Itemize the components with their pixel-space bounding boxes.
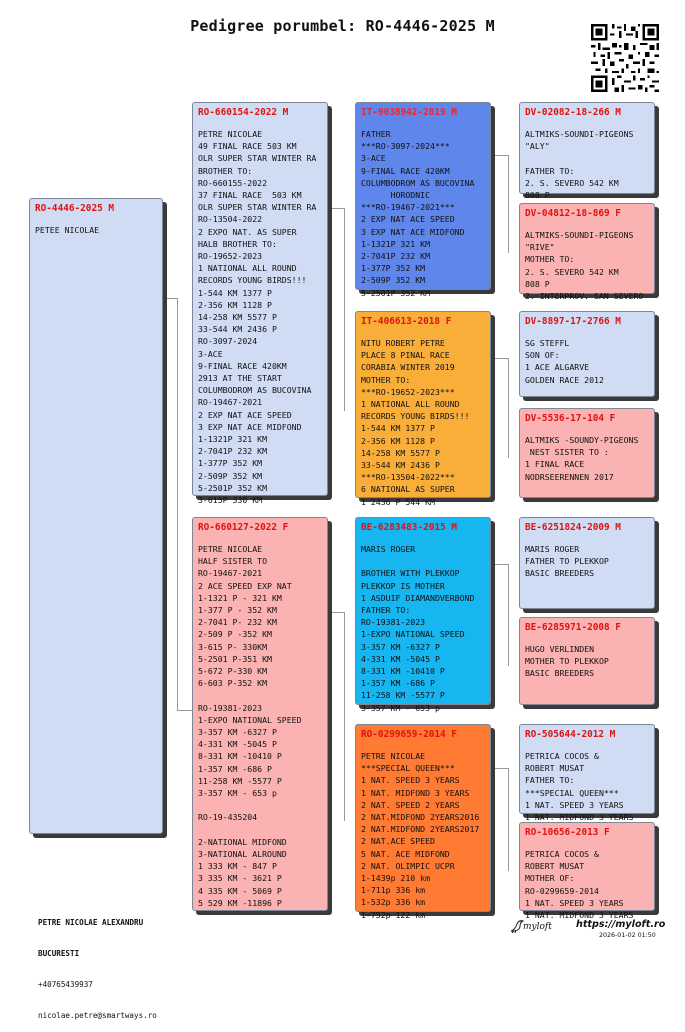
pigeon-notes: ALTMIKS -SOUNDY-PIGEONS NEST SISTER TO : 1 FINAL RACE NODRSEERENNEN 2017 (525, 435, 639, 482)
connector-line (508, 358, 509, 458)
pigeon-notes: ALTMIKS-SOUNDI-PIGEONS "ALY" FATHER TO: 2. S. SEVERO 542 KM 808 P (525, 129, 634, 201)
great-grandparent-card[interactable] (519, 724, 655, 823)
owner-name: PETRE NICOLAE ALEXANDRU (38, 917, 144, 927)
pigeon-notes: FATHER ***RO-3097-2024*** 3-ACE 9-FINAL RACE 420KM COLUMBODROM AS BUCOVINA HORODNIC ***RO-19467-2021*** 2 EXP NAT ACE SPEED 3 EXP NAT ACE MIDFOND 1-1321P 321 KM 2-7041P 232 KM 1-377P 352 KM 2-509P 352 KM 5-2501P 352 KM (361, 129, 475, 298)
connector-line (491, 155, 508, 156)
connector-line (344, 612, 345, 821)
pigeon-notes: ALTMIKS-SOUNDI-PIGEONS "RIVE" MOTHER TO: 2. S. SEVERO 542 KM 808 P 2. INTERPROV. SAN SEVERO (525, 230, 644, 302)
owner-email[interactable]: nicolae.petre@smartways.ro (38, 1011, 157, 1021)
generated-timestamp: 2026-01-02 01:50 (599, 932, 656, 939)
pigeon-notes: NITU ROBERT PETRE PLACE 8 PINAL RACE CORABIA WINTER 2019 MOTHER TO: ***RO-19652-2023*** 1 NATIONAL ALL ROUND RECORDS YOUNG BIRDS!!! 1-544 KM 1377 P 2-356 KM 1128 P 14-258 KM 5577 P 33-544 KM 2436 P ***RO-13504-2022*** 6 NATIONAL AS SUPER 1 2436 P 544 KM (361, 338, 470, 507)
ring-number: RO-660154-2022 M (198, 107, 289, 118)
sire-card[interactable] (192, 102, 328, 506)
pigeon-notes: SG STEFFL SON OF: 1 ACE ALGARVE GOLDEN RACE 2012 (525, 338, 604, 385)
pigeon-notes: PETRE NICOLAE HALF SISTER TO RO-19467-2021 2 ACE SPEED EXP NAT 1-1321 P - 321 KM 1-377 P - 352 KM 2-7041 P- 232 KM 2-509 P -352 KM 3-615 P- 330KM 5-2501 P-351 KM 5-672 P-330 KM 6-603 P-352 KM RO-19381-2023 1-EXPO NATIONAL SPEED 3-357 KM -6327 P 4-331 KM -5045 P 8-331 KM -10410 P 1-357 KM -686 P 11-258 KM -5577 P 3-357 KM - 653 p RO-19-435204 2-NATIONAL MIDFOND 3-NATIONAL ALROUND 1 333 KM - 847 P 3 335 KM - 3621 P 4 335 KM - 5069 P 5 529 KM -11896 P (198, 544, 302, 908)
ring-number: DV-02082-18-266 M (525, 107, 621, 118)
ring-number: DV-8897-17-2766 M (525, 316, 621, 327)
connector-line (328, 612, 344, 613)
ring-number: IT-406613-2018 F (361, 316, 452, 327)
connector-line (508, 155, 509, 253)
great-grandparent-card[interactable] (519, 311, 655, 397)
ring-number: IT-9038942-2019 M (361, 107, 457, 118)
connector-line (177, 298, 178, 710)
great-grandparent-card[interactable] (519, 517, 655, 609)
connector-line (328, 208, 344, 209)
pigeon-notes: PETEE NICOLAE (35, 225, 100, 235)
grandsire-paternal-card[interactable] (355, 102, 491, 298)
connector-line (491, 564, 508, 565)
ring-number: BE-6251824-2009 M (525, 522, 621, 533)
ring-number: RO-505644-2012 M (525, 729, 616, 740)
ring-number: BE-6285971-2008 F (525, 622, 621, 633)
dam-card[interactable] (192, 517, 328, 911)
qr-code (591, 24, 659, 92)
connector-line (491, 768, 508, 769)
ring-number: DV-5536-17-104 F (525, 413, 616, 424)
ring-number: RO-0299659-2014 F (361, 729, 457, 740)
logo-text: myloft (523, 922, 552, 932)
ring-number: RO-10656-2013 F (525, 827, 610, 838)
great-grandparent-card[interactable] (519, 203, 655, 302)
ring-number: BE-6283483-2015 M (361, 522, 457, 533)
connector-line (508, 768, 509, 871)
pigeon-notes: MARIS ROGER FATHER TO PLEKKOP BASIC BREEDERS (525, 544, 609, 579)
owner-city: BUCURESTI (38, 949, 80, 959)
website-link[interactable]: https://myloft.ro (576, 919, 666, 930)
great-grandparent-card[interactable] (519, 102, 655, 201)
pigeon-notes: PETRICA COCOS & ROBERT MUSAT MOTHER OF: RO-0299659-2014 1 NAT. SPEED 3 YEARS 1 NAT. MIDFOND 3 YEARS (525, 849, 634, 921)
pigeon-notes: MARIS ROGER BROTHER WITH PLEKKOP PLEKKOP IS MOTHER 1 ASDUIF DIAMANDVERBOND FATHER TO: RO-19381-2023 1-EXPO NATIONAL SPEED 3-357 KM -6327 P 4-331 KM -5045 P 8-331 KM -10410 P 1-357 KM -686 P 11-258 KM -5577 P 3-357 KM - 653 p (361, 544, 475, 713)
pigeon-notes: PETRE NICOLAE ***SPECIAL QUEEN*** 1 NAT. SPEED 3 YEARS 1 NAT. MIDFOND 3 YEARS 2 NAT. SPEED 2 YEARS 2 NAT.MIDFOND 2YEARS2016 2 NAT.MIDFOND 2YEARS2017 2 NAT.ACE SPEED 5 NAT. ACE MIDFOND 2 NAT. OLIMPIC UCPR 1-1439p 210 km 1-711p 336 km 1-532p 336 km 1-752p 122 km (361, 751, 480, 920)
ring-number: RO-4446-2025 M (35, 203, 115, 214)
grandsire-maternal-card[interactable] (355, 517, 491, 713)
pigeon-notes: PETRICA COCOS & ROBERT MUSAT FATHER TO: ***SPECIAL QUEEN*** 1 NAT. SPEED 3 YEARS 1 NAT. MIDFOND 3 YEARS (525, 751, 634, 823)
great-grandparent-card[interactable] (519, 408, 655, 498)
subject-pigeon-card[interactable] (29, 198, 163, 834)
page-title: Pedigree porumbel: RO-4446-2025 M (190, 17, 495, 35)
owner-phone: +40765439937 (38, 980, 93, 990)
ring-number: DV-04812-18-869 F (525, 208, 621, 219)
connector-line (163, 298, 177, 299)
great-grandparent-card[interactable] (519, 617, 655, 705)
connector-line (177, 710, 192, 711)
pigeon-notes: HUGO VERLINDEN MOTHER TO PLEKKOP BASIC BREEDERS (525, 644, 609, 679)
connector-line (344, 208, 345, 411)
ring-number: RO-660127-2022 F (198, 522, 289, 533)
owner-info (38, 897, 157, 1032)
brand-footer (509, 916, 666, 946)
granddam-maternal-card[interactable] (355, 724, 491, 920)
connector-line (508, 564, 509, 666)
connector-line (491, 358, 508, 359)
pigeon-notes: PETRE NICOLAE 49 FINAL RACE 503 KM OLR SUPER STAR WINTER RA BROTHER TO: RO-660155-2022 37 FINAL RACE 503 KM OLR SUPER STAR WINTER RA RO-13504-2022 2 EXPO NAT. AS SUPER HALB BROTHER TO: RO-19652-2023 1 NATIONAL ALL ROUND RECORDS YOUNG BIRDS!!! 1-544 KM 1377 P 2-356 KM 1128 P 14-258 KM 5577 P 33-544 KM 2436 P RO-3097-2024 3-ACE 9-FINAL RACE 420KM 2913 AT THE START COLUMBODROM AS BUCOVINA RO-19467-2021 2 EXP NAT ACE SPEED 3 EXP NAT ACE MIDFOND 1-1321P 321 KM 2-7041P 232 KM 1-377P 352 KM 2-509P 352 KM 5-2501P 352 KM 3-615P 330 KM (198, 129, 317, 506)
great-grandparent-card[interactable] (519, 822, 655, 921)
granddam-paternal-card[interactable] (355, 311, 491, 507)
